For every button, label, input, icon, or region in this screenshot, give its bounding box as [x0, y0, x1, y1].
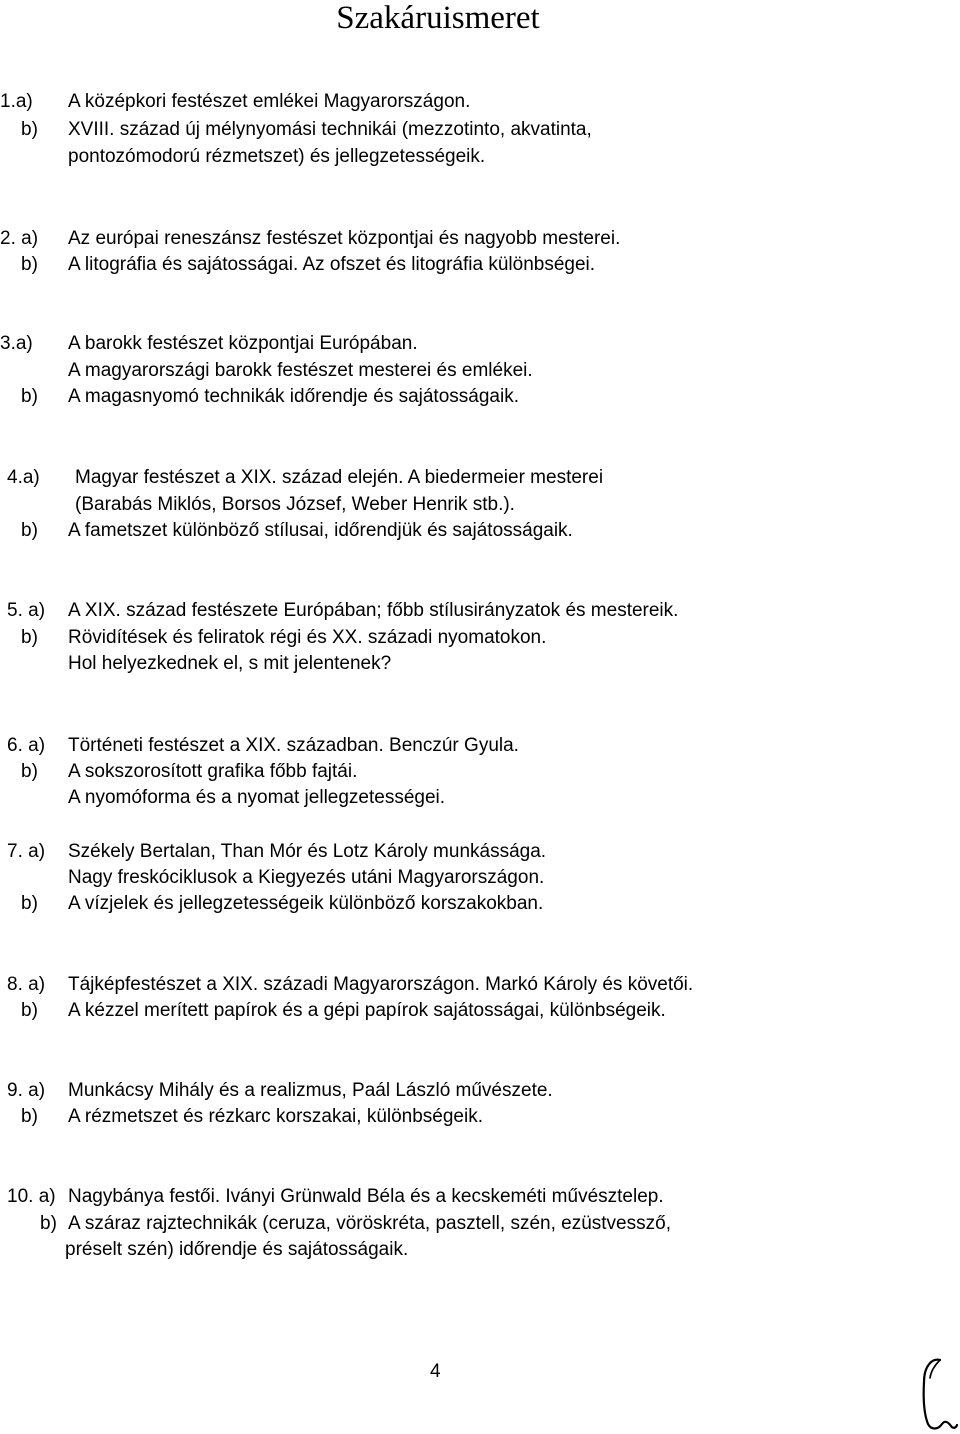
section-4-label-b: b) — [21, 520, 38, 541]
section-6-label-b: b) — [21, 761, 38, 782]
section-8-number: 8. a) — [7, 974, 46, 995]
section-5-item-a: A XIX. század festészete Európában; főbb stílusirányzatok és mestereik. — [68, 600, 679, 621]
section-3-item-a: A barokk festészet központjai Európában. — [68, 333, 418, 354]
section-2-number: 2. a) — [0, 228, 39, 249]
section-7-number: 7. a) — [7, 841, 46, 862]
section-4-item-a-cont: (Barabás Miklós, Borsos József, Weber Henrik stb.). — [75, 494, 515, 515]
section-3-label-b: b) — [21, 386, 38, 407]
section-1-item-a: A középkori festészet emlékei Magyarországon. — [68, 91, 471, 112]
section-7-item-b: A vízjelek és jellegzetességeik különböző korszakokban. — [68, 893, 544, 914]
section-4-item-a: Magyar festészet a XIX. század elején. A biedermeier mesterei — [75, 467, 604, 488]
section-3-number: 3.a) — [0, 333, 33, 354]
section-2-label-b: b) — [21, 254, 38, 275]
section-5-item-b-cont: Hol helyezkednek el, s mit jelentenek? — [68, 653, 392, 674]
section-6-item-a: Történeti festészet a XIX. században. Benczúr Gyula. — [68, 735, 519, 756]
section-10-item-a: Nagybánya festői. Iványi Grünwald Béla és a kecskeméti művésztelep. — [68, 1186, 664, 1207]
handwritten-initial-mark — [918, 1352, 958, 1432]
section-7-item-a: Székely Bertalan, Than Mór és Lotz Károly munkássága. — [68, 841, 547, 862]
section-9-number: 9. a) — [7, 1080, 46, 1101]
section-9-item-b: A rézmetszet és rézkarc korszakai, különbségeik. — [68, 1106, 484, 1127]
section-5-label-b: b) — [21, 627, 38, 648]
section-5-item-b: Rövidítések és feliratok régi és XX. századi nyomatokon. — [68, 627, 547, 648]
section-8-item-b: A kézzel merített papírok és a gépi papírok sajátosságai, különbségeik. — [68, 1000, 666, 1021]
section-1-label-b: b) — [21, 119, 38, 140]
section-2-item-a: Az európai reneszánsz festészet központjai és nagyobb mesterei. — [68, 228, 621, 249]
section-1-number: 1.a) — [0, 91, 33, 112]
section-6-number: 6. a) — [7, 735, 46, 756]
section-3-item-b: A magasnyomó technikák időrendje és sajátosságaik. — [68, 386, 519, 407]
section-9-label-b: b) — [21, 1106, 38, 1127]
page-number: 4 — [430, 1361, 441, 1382]
section-8-label-b: b) — [21, 1000, 38, 1021]
section-10-number: 10. a) — [7, 1186, 56, 1207]
section-10-item-b: A száraz rajztechnikák (ceruza, vöröskréta, pasztell, szén, ezüstvessző, — [68, 1213, 671, 1234]
section-4-number: 4.a) — [7, 467, 40, 488]
page-title: Szakáruismeret — [336, 0, 540, 36]
section-3-item-a-cont: A magyarországi barokk festészet mesterei és emlékei. — [68, 360, 533, 381]
section-6-item-b: A sokszorosított grafika főbb fajtái. — [68, 761, 358, 782]
section-10-label-b: b) — [40, 1213, 57, 1234]
section-2-item-b: A litográfia és sajátosságai. Az ofszet és litográfia különbségei. — [68, 254, 596, 275]
section-10-item-b-cont: préselt szén) időrendje és sajátosságaik. — [65, 1239, 409, 1260]
section-8-item-a: Tájképfestészet a XIX. századi Magyarországon. Markó Károly és követői. — [68, 974, 694, 995]
section-5-number: 5. a) — [7, 600, 46, 621]
section-1-item-b-cont: pontozómodorú rézmetszet) és jellegzetességeik. — [68, 146, 486, 167]
section-4-item-b: A fametszet különböző stílusai, időrendjük és sajátosságaik. — [68, 520, 573, 541]
section-7-label-b: b) — [21, 893, 38, 914]
section-7-item-a-cont: Nagy freskóciklusok a Kiegyezés utáni Magyarországon. — [68, 867, 545, 888]
section-1-item-b: XVIII. század új mélynyomási technikái (mezzotinto, akvatinta, — [68, 119, 592, 140]
section-6-item-b-cont: A nyomóforma és a nyomat jellegzetességei. — [68, 787, 446, 808]
section-9-item-a: Munkácsy Mihály és a realizmus, Paál László művészete. — [68, 1080, 553, 1101]
